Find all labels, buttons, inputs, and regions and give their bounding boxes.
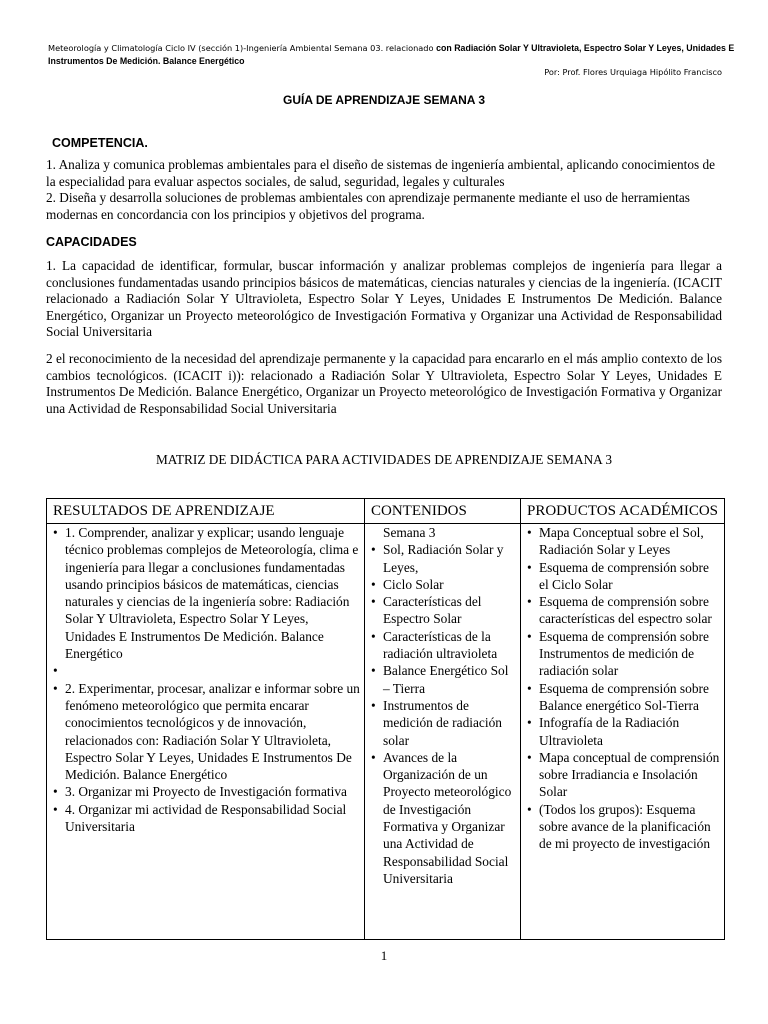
capacidad-item-1: 1. La capacidad de identificar, formular, buscar información y analizar problemas complejos de ingeniería para llegar a conclusiones fundamentadas usando principios básicos de matemáticas, ciencias naturales y ciencias de la ingeniería. (ICACIT relacionado a Radiación Solar Y Ultravioleta, Espectro Solar Y Leyes, Unidades E Instrumentos De Medición. Balance Energético, Organizar un Proyecto meteorológico de Investigación Formativa y Organizar una Actividad de Responsabilidad Social Universitaria	[46, 258, 722, 339]
guide-title: GUÍA DE APRENDIZAJE SEMANA 3	[282, 93, 486, 107]
matrix-header-row	[47, 499, 725, 524]
resultado-item: • 4. Organizar mi actividad de Responsabilidad Social Universitaria	[47, 801, 360, 836]
producto-item: • Esquema de comprensión sobre características del espectro solar	[521, 593, 720, 628]
producto-item: • Esquema de comprensión sobre el Ciclo Solar	[521, 559, 720, 594]
resultado-item: • 1. Comprender, analizar y explicar; usando lenguaje técnico problemas complejos de Meteorología, clima e ingeniería para llegar a conclusiones fundamentadas usando principios básicos de matemáticas, ciencias naturales y ciencias de la ingeniería sobre: Radiación Solar Y Ultravioleta, Espectro Solar Y Leyes, Unidades E Instrumentos De Medición. Balance Energético	[47, 524, 360, 662]
didactic-matrix-table	[46, 498, 725, 940]
productos-cell	[521, 524, 725, 940]
competencia-heading: COMPETENCIA.	[52, 136, 148, 150]
competencia-item-1: 1. Analiza y comunica problemas ambientales para el diseño de sistemas de ingeniería ambiental, aplicando conocimientos de la especialidad para evaluar aspectos sociales, de salud, seguridad, legales y culturales	[46, 157, 716, 189]
contenido-item: • Ciclo Solar	[365, 576, 516, 593]
productos-list	[521, 524, 720, 853]
page-number: 1	[380, 948, 388, 963]
header-resultados: RESULTADOS DE APRENDIZAJE	[47, 499, 365, 524]
contenidos-cell	[365, 524, 521, 940]
header-contenidos: CONTENIDOS	[365, 499, 521, 524]
matrix-body-row	[47, 524, 725, 940]
contenido-item: • Sol, Radiación Solar y Leyes,	[365, 541, 516, 576]
contenido-item: • Avances de la Organización de un Proyecto meteorológico de Investigación Formativa y Organizar una Actividad de Responsabilidad Social Universitaria	[365, 749, 516, 887]
contenido-item: • Instrumentos de medición de radiación solar	[365, 697, 516, 749]
producto-item: • Esquema de comprensión sobre Balance energético Sol-Tierra	[521, 680, 720, 715]
author-line: Por: Prof. Flores Urquiaga Hipólito Francisco	[544, 67, 722, 77]
producto-item: • (Todos los grupos): Esquema sobre avance de la planificación de mi proyecto de investigación	[521, 801, 720, 853]
resultado-item: • 2. Experimentar, procesar, analizar e informar sobre un fenómeno meteorológico que permita encarar conocimientos tecnológicos y de innovación, relacionados con: Radiación Solar Y Ultravioleta, Espectro Solar Y Leyes, Unidades E Instrumentos De Medición. Balance Energético	[47, 680, 360, 784]
resultado-item: • 3. Organizar mi Proyecto de Investigación formativa	[47, 783, 360, 800]
capacidad-item-2: 2 el reconocimiento de la necesidad del aprendizaje permanente y la capacidad para encararlo en el más amplio contexto de los cambios tecnológicos. (ICACIT i)): relacionado a Radiación Solar Y Ultravioleta, Espectro Solar Y Leyes, Unidades E Instrumentos De Medición. Balance Energético, Organizar un Proyecto meteorológico de Investigación Formativa y Organizar una Actividad de Responsabilidad Social Universitaria	[46, 351, 722, 416]
contenido-item: • Características de la radiación ultravioleta	[365, 628, 516, 663]
producto-item: • Mapa conceptual de comprensión sobre Irradiancia e Insolación Solar	[521, 749, 720, 801]
contenidos-intro: Semana 3	[383, 525, 436, 540]
course-line-regular: Meteorología y Climatología Ciclo IV (sección 1)-Ingeniería Ambiental Semana 03. relacionado	[48, 43, 434, 53]
header-productos: PRODUCTOS ACADÉMICOS	[521, 499, 725, 524]
resultados-list	[47, 524, 360, 835]
producto-item: • Esquema de comprensión sobre Instrumentos de medición de radiación solar	[521, 628, 720, 680]
contenido-item: • Balance Energético Sol – Tierra	[365, 662, 516, 697]
resultados-cell	[47, 524, 365, 940]
resultado-item-empty	[47, 662, 360, 679]
contenido-item: • Características del Espectro Solar	[365, 593, 516, 628]
matrix-title: MATRIZ DE DIDÁCTICA PARA ACTIVIDADES DE APRENDIZAJE SEMANA 3	[155, 452, 613, 467]
producto-item: • Infografía de la Radiación Ultravioleta	[521, 714, 720, 749]
competencia-item-2: 2. Diseña y desarrolla soluciones de problemas ambientales con aprendizaje permanente mediante el uso de herramientas modernas en concordancia con los principios y objetivos del programa.	[46, 190, 690, 222]
course-line-bold: con Radiación Solar Y Ultravioleta, Espectro Solar Y Leyes, Unidades E Instrumentos De Medición. Balance Energético	[48, 43, 735, 66]
producto-item: • Mapa Conceptual sobre el Sol, Radiación Solar y Leyes	[521, 524, 720, 559]
course-header	[48, 42, 738, 68]
contenidos-list	[365, 541, 516, 887]
capacidades-heading: CAPACIDADES	[46, 235, 137, 249]
